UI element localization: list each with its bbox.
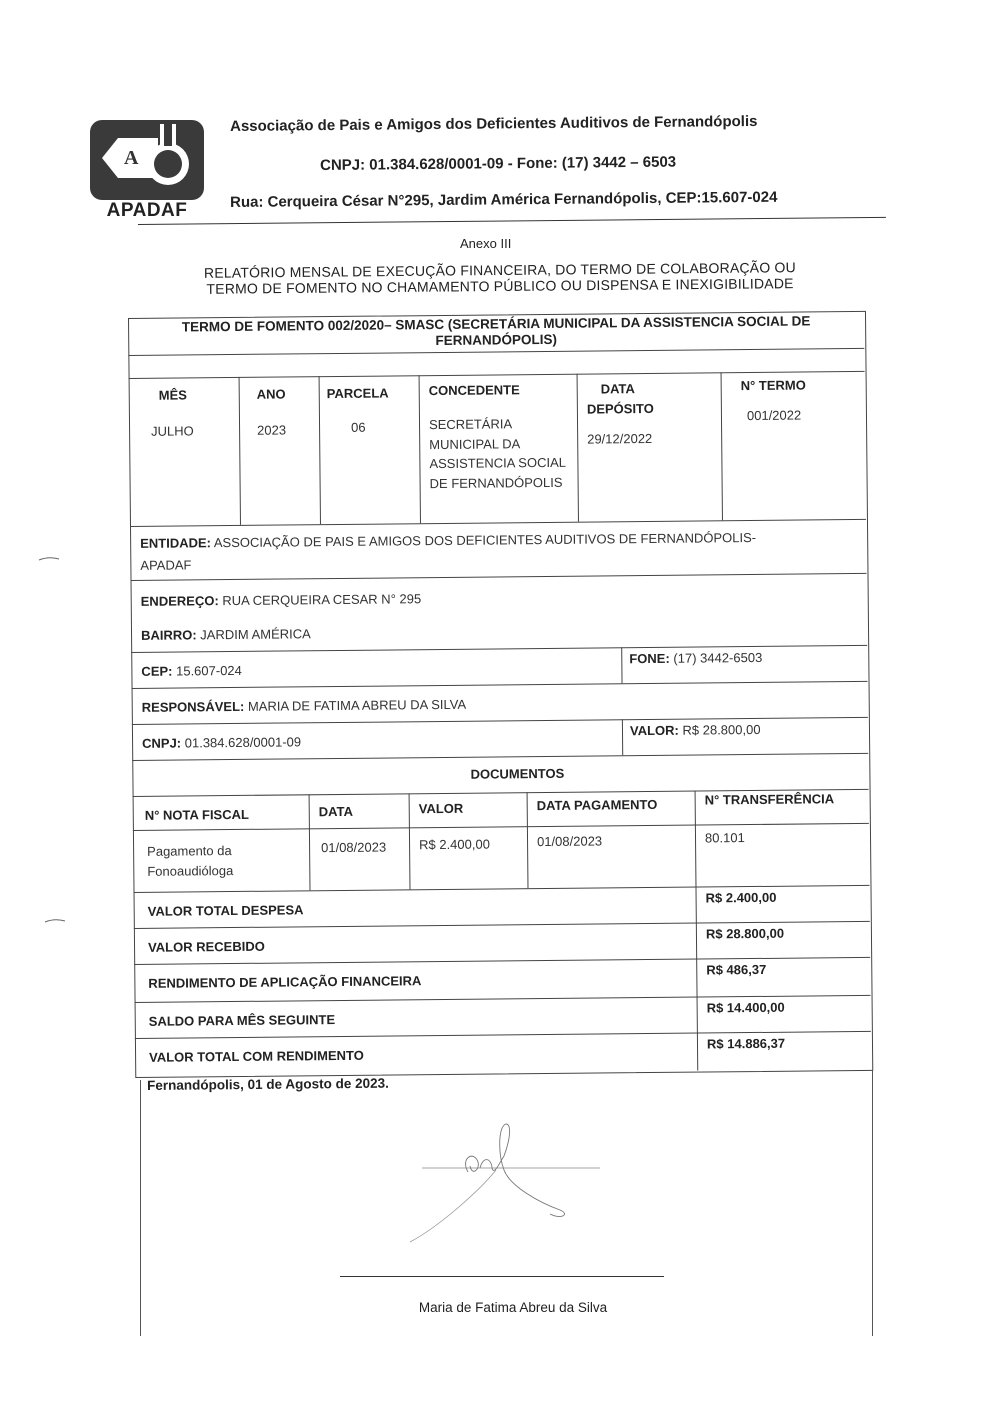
annex-label: Anexo III [460,236,512,251]
term-title-line-1: TERMO DE FOMENTO 002/2020– SMASC (SECRETÁRIA MUNICIPAL DA ASSISTENCIA SOCIAL DE [181,313,811,335]
value-ano: 2023 [257,422,287,438]
scan-mark-icon [44,918,66,924]
org-name: Associação de Pais e Amigos dos Deficientes Auditivos de Fernandópolis [230,112,758,135]
total-label-rendimento: RENDIMENTO DE APLICAÇÃO FINANCEIRA [148,973,422,991]
doc-valor: R$ 2.400,00 [418,836,490,853]
fone-value: (17) 3442-6503 [669,649,763,666]
cep-value: 15.607-024 [172,662,242,679]
signatory-name: Maria de Fatima Abreu da Silva [418,1300,608,1315]
financial-report-form [128,311,873,1078]
margin-line-right [872,1070,873,1336]
cep-field [141,663,242,679]
total-value-rendimento: R$ 486,37 [706,961,767,978]
total-value-recebido: R$ 28.800,00 [705,925,785,942]
report-title [150,259,850,298]
documentos-heading: DOCUMENTOS [470,765,565,782]
report-title-line-1: RELATÓRIO MENSAL DE EXECUÇÃO FINANCEIRA, DO TERMO DE COLABORAÇÃO OU [203,259,796,281]
header-divider [138,217,886,225]
cnpj-label: CNPJ: [142,735,182,751]
endereco-label: ENDEREÇO: [140,593,219,609]
header-data-deposito-1: DATA [600,381,635,397]
org-address: Rua: Cerqueira César N°295, Jardim América Fernandópolis, CEP:15.607-024 [230,188,778,211]
value-n-termo: 001/2022 [746,407,802,424]
entidade-value: ASSOCIAÇÃO DE PAIS E AMIGOS DOS DEFICIENTES AUDITIVOS DE FERNANDÓPOLIS- [210,529,757,551]
doc-header-nota: N° NOTA FISCAL [144,806,249,823]
value-mes: JULHO [151,423,194,439]
doc-header-data: DATA [318,803,354,820]
valor-label: VALOR: [629,722,679,739]
responsavel-field [142,697,467,715]
margin-line-left [140,1080,141,1336]
logo-text: APADAF [106,200,188,221]
endereco-field [141,591,422,609]
total-value-com-rendimento: R$ 14.886,37 [706,1035,786,1052]
doc-header-transferencia: N° TRANSFERÊNCIA [704,791,835,808]
signature-icon [400,1110,620,1250]
bairro-value: JARDIM AMÉRICA [196,626,311,643]
term-title-line-2: FERNANDÓPOLIS) [435,331,558,349]
header-mes: MÊS [158,387,187,403]
doc-header-data-pagamento: DATA PAGAMENTO [536,796,658,814]
logo-letter: A [124,147,139,169]
value-parcela: 06 [350,419,366,435]
total-label-com-rendimento: VALOR TOTAL COM RENDIMENTO [149,1047,364,1065]
date-place: Fernandópolis, 01 de Agosto de 2023. [147,1075,389,1093]
bairro-field [141,626,311,643]
header-n-termo: N° TERMO [740,377,806,394]
valor-value: R$ 28.800,00 [678,721,761,738]
scan-mark-icon [38,556,60,562]
total-value-saldo: R$ 14.400,00 [706,999,785,1016]
report-title-line-2: TERMO DE FOMENTO NO CHAMAMENTO PÚBLICO OU DISPENSA E INEXIGIBILIDADE [206,275,794,297]
fone-label: FONE: [629,650,670,667]
doc-data: 01/08/2023 [321,839,387,856]
doc-header-valor: VALOR [418,800,464,817]
total-label-saldo: SALDO PARA MÊS SEGUINTE [148,1012,336,1029]
header-concedente: CONCEDENTE [428,382,520,399]
responsavel-label: RESPONSÁVEL: [141,698,245,715]
header-parcela: PARCELA [326,385,389,402]
apadaf-logo [88,118,206,222]
responsavel-value: MARIA DE FATIMA ABREU DA SILVA [244,696,467,714]
value-data-deposito: 29/12/2022 [587,430,653,447]
total-label-despesa: VALOR TOTAL DESPESA [147,902,304,919]
total-label-recebido: VALOR RECEBIDO [147,938,265,955]
bairro-label: BAIRRO: [140,627,197,643]
doc-transferencia: 80.101 [704,830,745,846]
logo-emblem-icon [88,118,206,204]
entidade-value-2: APADAF [140,557,192,573]
valor-field [630,722,761,738]
cnpj-value: 01.384.628/0001-09 [181,734,302,751]
signature-line [340,1276,664,1277]
cnpj-field [142,734,301,751]
header-data-deposito-2: DEPÓSITO [586,400,654,417]
org-cnpj-phone: CNPJ: 01.384.628/0001-09 - Fone: (17) 3442 – 6503 [320,153,677,174]
entidade-label: ENTIDADE: [140,535,212,551]
cep-label: CEP: [141,663,173,679]
value-concedente: SECRETÁRIA MUNICIPAL DA ASSISTENCIA SOCIAL DE FERNANDÓPOLIS [428,416,566,491]
header-ano: ANO [256,386,286,402]
fone-field [629,650,762,666]
doc-data-pagamento: 01/08/2023 [536,833,603,850]
doc-nota-line-1: Pagamento da [147,843,232,859]
endereco-value: RUA CERQUEIRA CESAR N° 295 [218,591,422,609]
doc-nota-line-2: Fonoaudióloga [147,863,234,879]
total-value-despesa: R$ 2.400,00 [705,889,777,906]
